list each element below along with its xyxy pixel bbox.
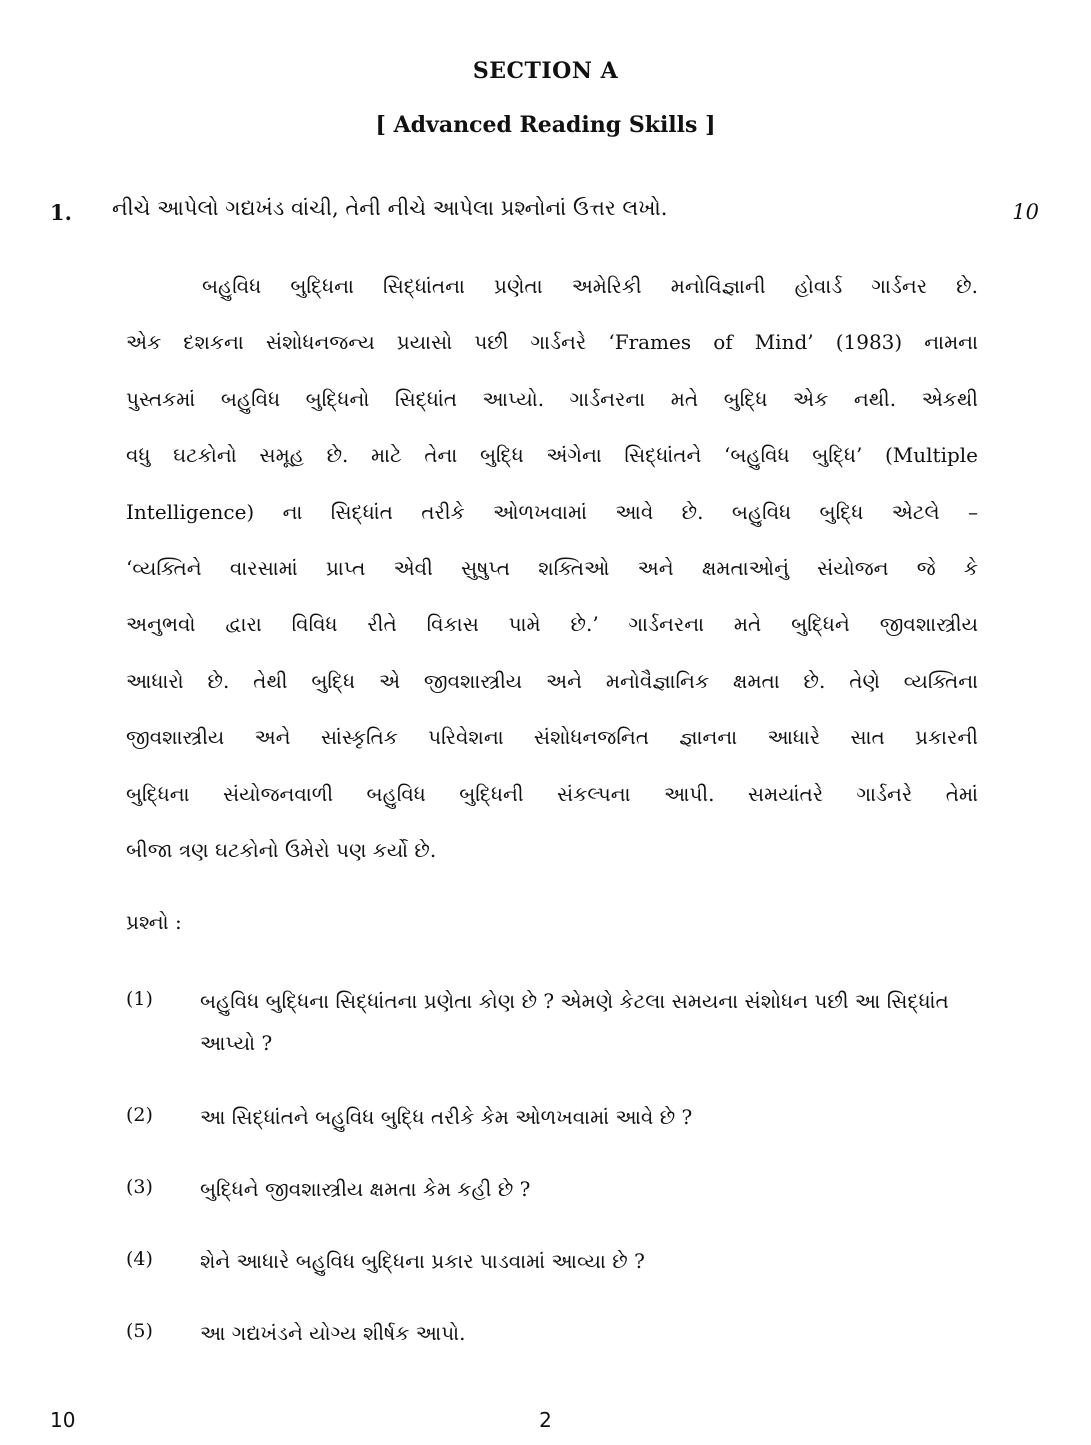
sub-question-text: બુદ્ધિને જીવશાસ્ત્રીય ક્ષમતા કેમ કહી છે ? [200, 1177, 531, 1201]
sub-question-number: (1) [126, 988, 153, 1010]
passage-line: અનુભવો દ્વારા વિવિધ રીતે વિકાસ પામે છે.’ ગાર્ડનરના મતે બુદ્ધિને જીવશાસ્ત્રીય [126, 612, 978, 637]
page-number: 2 [539, 1408, 552, 1432]
passage-line: જીવશાસ્ત્રીય અને સાંસ્કૃતિક પરિવેશના સંશોધનજનિત જ્ઞાનના આધારે સાત પ્રકારની [126, 725, 978, 750]
footer-code: 10 [50, 1408, 76, 1432]
passage-line: આધારો છે. તેથી બુદ્ધિ એ જીવશાસ્ત્રીય અને મનોવૈજ્ઞાનિક ક્ષમતા છે. તેણે વ્યક્તિના [126, 668, 978, 693]
reading-passage [126, 262, 978, 882]
passage-line: એક દશકના સંશોધનજન્ય પ્રયાસો પછી ગાર્ડનરે ‘Frames of Mind’ (1983) નામના [126, 330, 978, 355]
sub-question-text: આ સિદ્ધાંતને બહુવિધ બુદ્ધિ તરીકે કેમ ઓળખવામાં આવે છે ? [200, 1105, 693, 1129]
sub-question-number: (2) [126, 1104, 153, 1126]
question-instruction: નીચે આપેલો ગદ્યખંડ વાંચી, તેની નીચે આપેલા પ્રશ્નોનાં ઉત્તર લખો. [112, 196, 668, 220]
passage-line: વધુ ઘટકોનો સમૂહ છે. માટે તેના બુદ્ધિ અંગેના સિદ્ધાંતને ‘બહુવિધ બુદ્ધિ’ (Multiple [126, 443, 978, 468]
question-number: 1. [50, 200, 72, 225]
section-title: SECTION A [472, 58, 619, 84]
sub-question-number: (3) [126, 1176, 153, 1198]
sub-question-text: બહુવિધ બુદ્ધિના સિદ્ધાંતના પ્રણેતા કોણ છે ? એમણે કેટલા સમયના સંશોધન પછી આ સિદ્ધાંત આપ્યો ? [200, 989, 949, 1055]
sub-question-number: (4) [126, 1248, 153, 1270]
passage-line: ‘વ્યક્તિને વારસામાં પ્રાપ્ત એવી સુષુપ્ત શક્તિઓ અને ક્ષમતાઓનું સંયોજન જે કે [126, 555, 978, 580]
passage-line: પુસ્તકમાં બહુવિધ બુદ્ધિનો સિદ્ધાંત આપ્યો. ગાર્ડનરના મતે બુદ્ધિ એક નથી. એકથી [126, 386, 978, 411]
passage-line: બીજા ત્રણ ઘટકોનો ઉમેરો પણ કર્યો છે. [126, 837, 437, 862]
questions-label: પ્રશ્નો : [126, 910, 182, 934]
question-marks: 10 [1012, 200, 1039, 224]
passage-line: Intelligence) ના સિદ્ધાંત તરીકે ઓળખવામાં આવે છે. બહુવિધ બુદ્ધિ એટલે – [126, 499, 978, 524]
sub-question-text: આ ગદ્યખંડને યોગ્ય શીર્ષક આપો. [200, 1321, 466, 1345]
passage-line: બહુવિધ બુદ્ધિના સિદ્ધાંતના પ્રણેતા અમેરિકી મનોવિજ્ઞાની હોવાર્ડ ગાર્ડનર છે. [202, 274, 978, 298]
passage-line: બુદ્ધિના સંયોજનવાળી બહુવિધ બુદ્ધિની સંકલ્પના આપી. સમયાંતરે ગાર્ડનરે તેમાં [126, 781, 978, 806]
sub-question-text: શેને આધારે બહુવિધ બુદ્ધિના પ્રકાર પાડવામાં આવ્યા છે ? [200, 1249, 645, 1273]
sub-question-number: (5) [126, 1320, 153, 1342]
section-subtitle: [ Advanced Reading Skills ] [375, 112, 716, 138]
